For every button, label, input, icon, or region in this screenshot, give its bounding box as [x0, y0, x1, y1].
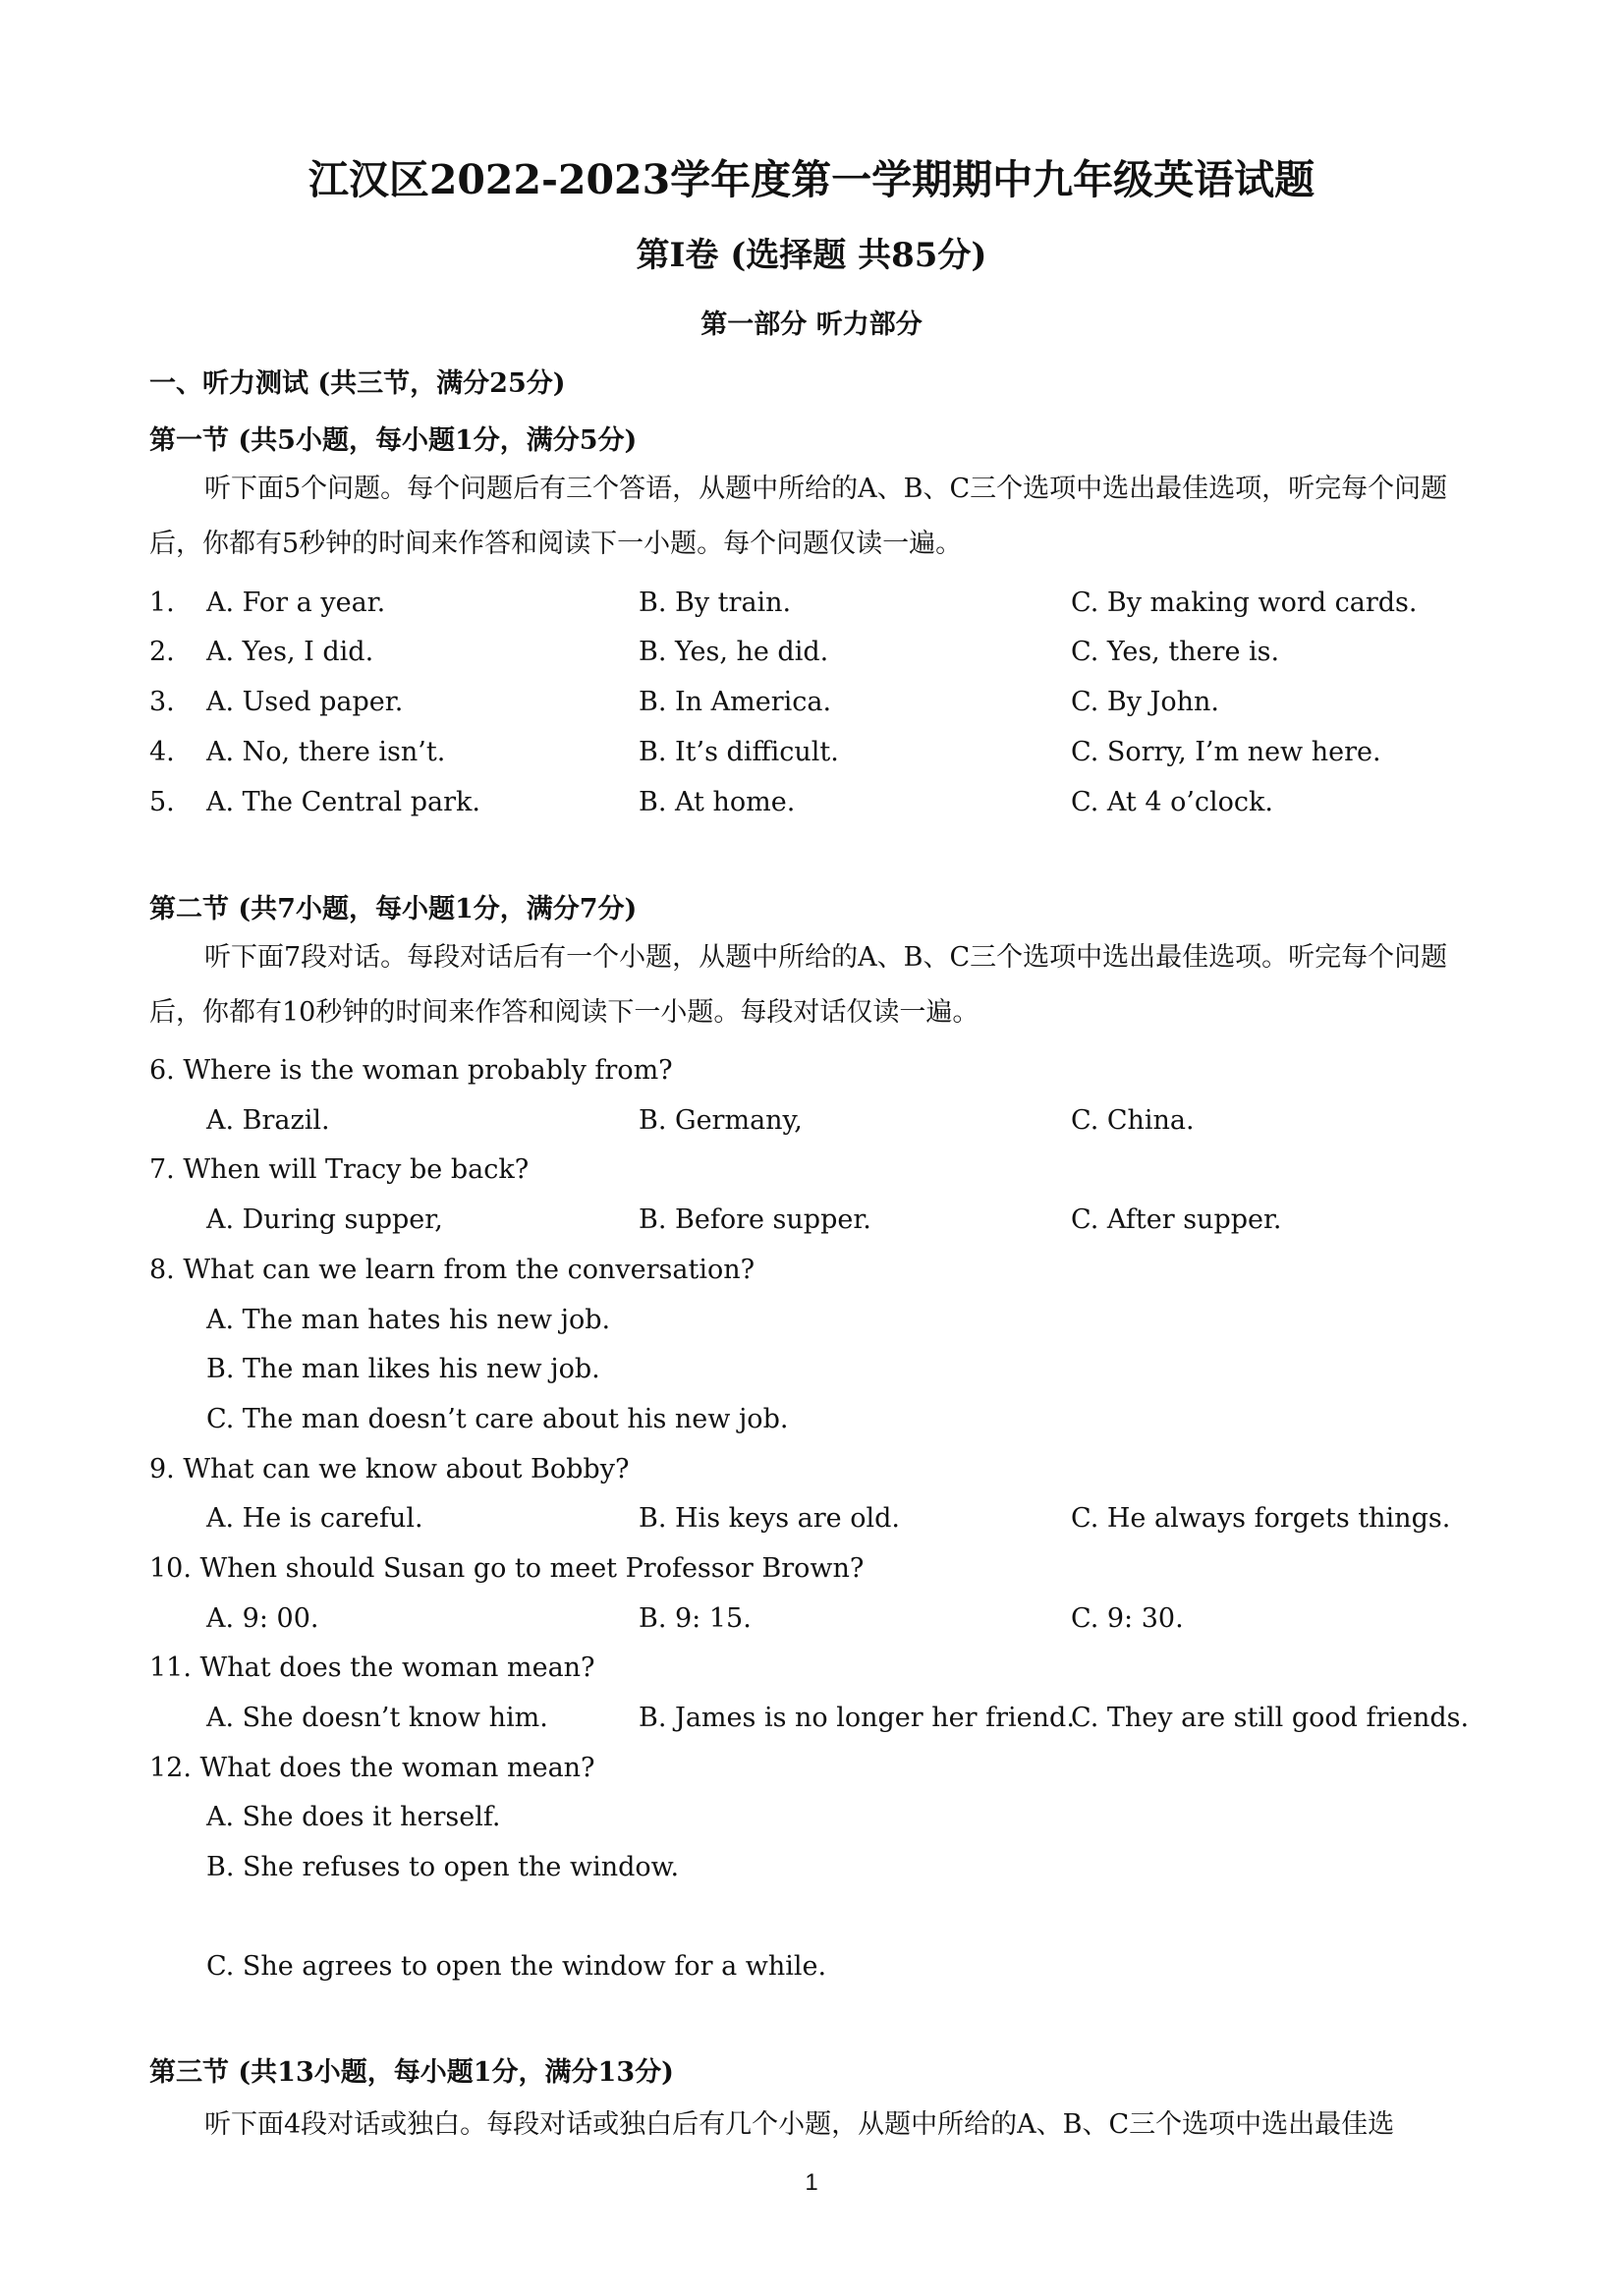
question-11-option-b: B. James is no longer her friend. [639, 1703, 1075, 1733]
question-8-option-b: B. The man likes his new job. [206, 1354, 600, 1384]
item-1-option-a: A. For a year. [206, 588, 386, 618]
question-10-option-b: B. 9: 15. [639, 1603, 752, 1634]
item-4-option-a: A. No, there isn’t. [206, 737, 446, 767]
item-4-number: 4. [149, 737, 175, 767]
item-5-option-c: C. At 4 o’clock. [1071, 787, 1273, 817]
question-12-option-c: C. She agrees to open the window for a while. [206, 1951, 827, 1982]
item-1-option-b: B. By train. [639, 588, 792, 618]
section2-heading: 第二节 (共7小题，每小题1分，满分7分) [149, 894, 638, 924]
item-3-number: 3. [149, 687, 175, 717]
question-9: 9. What can we know about Bobby? [149, 1454, 630, 1484]
question-12: 12. What does the woman mean? [149, 1753, 595, 1783]
item-5-option-b: B. At home. [639, 787, 796, 817]
section2-instructions: 听下面7段对话。每段对话后有一个小题，从题中所给的A、B、C三个选项中选出最佳选项。听完每个问题后，你都有10秒钟的时间来作答和阅读下一小题。每段对话仅读一遍。 [149, 942, 1448, 1028]
page-number: 1 [805, 2169, 818, 2196]
item-3-option-b: B. In America. [639, 687, 832, 717]
question-6-option-c: C. China. [1071, 1105, 1195, 1136]
question-7-option-a: A. During supper, [206, 1204, 443, 1235]
question-8-option-a: A. The man hates his new job. [206, 1305, 611, 1335]
question-8-option-c: C. The man doesn’t care about his new job. [206, 1404, 789, 1434]
section-main-heading: 一、听力测试 (共三节，满分25分) [149, 368, 566, 399]
question-12-option-a: A. She does it herself. [206, 1802, 501, 1832]
section1-instructions: 听下面5个问题。每个问题后有三个答语，从题中所给的A、B、C三个选项中选出最佳选项，听完每个问题后，你都有5秒钟的时间来作答和阅读下一小题。每个问题仅读一遍。 [149, 474, 1448, 559]
question-9-option-c: C. He always forgets things. [1071, 1503, 1451, 1534]
question-6-option-a: A. Brazil. [206, 1105, 330, 1136]
item-4-option-b: B. It’s difficult. [639, 737, 839, 767]
item-4-option-c: C. Sorry, I’m new here. [1071, 737, 1381, 767]
question-10: 10. When should Susan go to meet Professor Brown? [149, 1553, 865, 1584]
volume-title: 第I卷 (选择题 共85分) [636, 236, 987, 275]
question-6: 6. Where is the woman probably from? [149, 1055, 673, 1086]
question-11: 11. What does the woman mean? [149, 1652, 595, 1683]
question-6-option-b: B. Germany, [639, 1105, 803, 1136]
section3-heading: 第三节 (共13小题，每小题1分，满分13分) [149, 2057, 674, 2088]
item-2-option-c: C. Yes, there is. [1071, 637, 1280, 667]
item-5-number: 5. [149, 787, 175, 817]
question-12-option-b: B. She refuses to open the window. [206, 1852, 680, 1882]
item-1-number: 1. [149, 588, 175, 618]
question-7-option-c: C. After supper. [1071, 1204, 1282, 1235]
item-2-number: 2. [149, 637, 175, 667]
question-7-option-b: B. Before supper. [639, 1204, 871, 1235]
question-7: 7. When will Tracy be back? [149, 1154, 530, 1185]
question-11-option-c: C. They are still good friends. [1071, 1703, 1470, 1733]
question-10-option-a: A. 9: 00. [206, 1603, 319, 1634]
question-9-option-a: A. He is careful. [206, 1503, 423, 1534]
part-title: 第一部分 听力部分 [700, 309, 923, 340]
item-1-option-c: C. By making word cards. [1071, 588, 1418, 618]
item-5-option-a: A. The Central park. [206, 787, 480, 817]
item-2-option-b: B. Yes, he did. [639, 637, 829, 667]
section3-instructions: 听下面4段对话或独白。每段对话或独白后有几个小题，从题中所给的A、B、C三个选项中选出最佳选 [204, 2109, 1395, 2140]
exam-title: 江汉区2022-2023学年度第一学期期中九年级英语试题 [308, 156, 1315, 203]
item-2-option-a: A. Yes, I did. [206, 637, 374, 667]
question-10-option-c: C. 9: 30. [1071, 1603, 1184, 1634]
item-3-option-a: A. Used paper. [206, 687, 404, 717]
question-9-option-b: B. His keys are old. [639, 1503, 900, 1534]
section1-heading: 第一节 (共5小题，每小题1分，满分5分) [149, 425, 638, 456]
question-8: 8. What can we learn from the conversation? [149, 1255, 756, 1285]
item-3-option-c: C. By John. [1071, 687, 1219, 717]
question-11-option-a: A. She doesn’t know him. [206, 1703, 548, 1733]
